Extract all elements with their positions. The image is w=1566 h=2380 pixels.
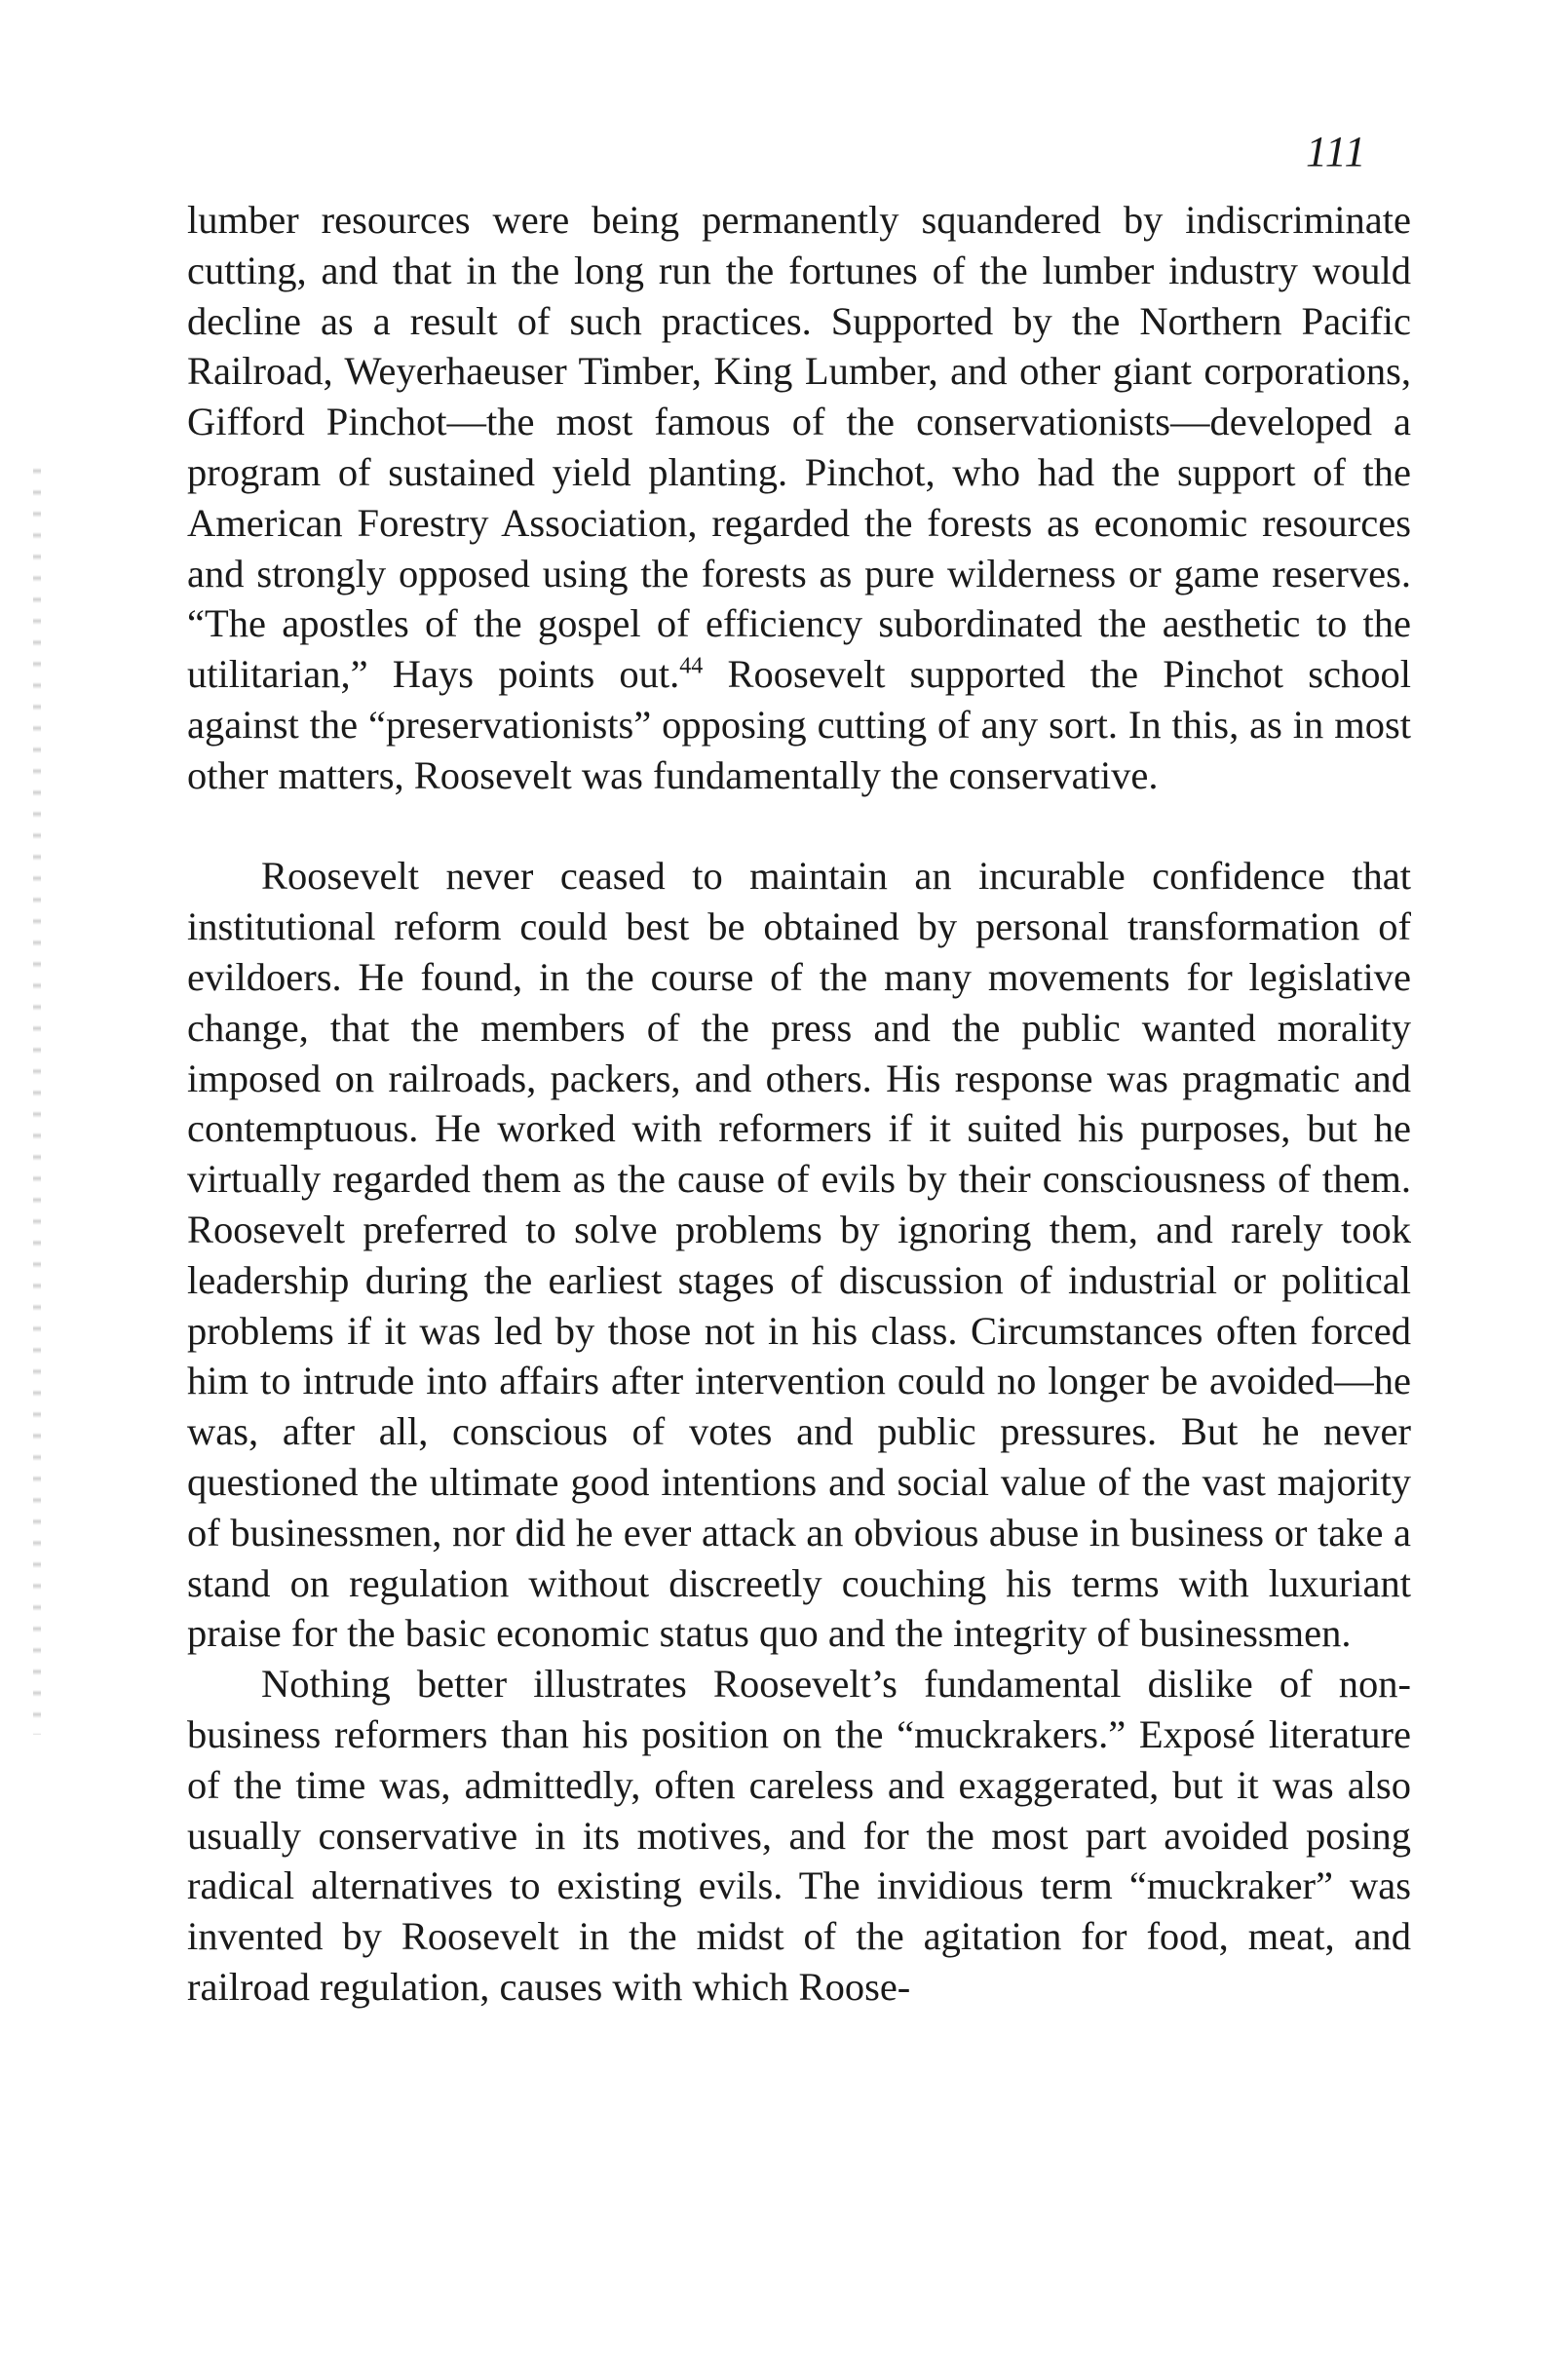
paragraph-continued bbox=[187, 195, 1411, 801]
paragraph: Nothing better illustrates Roosevelt’s fundamental dislike of nonbusiness reformers than his position on the “muckrakers.” Exposé literature of the time was, admittedly, often careless and exaggerated, but it was also usually conservative in its motives, and for the most part avoided posing radical alternatives to existing evils. The invidious term “muckraker” was invented by Roosevelt in the midst of the agitation for food, meat, and railroad regulation, causes with which Roose- bbox=[187, 1662, 1411, 2009]
footnote-reference: 44 bbox=[679, 653, 704, 679]
paragraph-text: lumber resources were being permanently squandered by indiscriminate cutting, and that in the long run the fortunes of the lumber industry would decline as a result of such practices. Supported by the Northern Pacific Railroad, Weyerhaeuser Timber, King Lumber, and other giant corporations, Gifford Pinchot—the most famous of the conservationists—developed a program of sustained yield planting. Pinchot, who had the support of the American Forestry Association, regarded the forests as economic resources and strongly opposed using the forests as pure wilderness or game reserves. “The apostles of the gospel of efficiency subordinated the aesthetic to the utilitarian,” Hays points out. bbox=[187, 198, 1411, 697]
page-number: 111 bbox=[1306, 128, 1367, 175]
body-text bbox=[187, 195, 1411, 2013]
scan-binding-shadow bbox=[33, 468, 41, 1735]
paragraph-text: Roosevelt supported the Pinchot school against the “preservationists” opposing cutting of any sort. In this, as in most other matters, Roosevelt was fundamentally the conservative. bbox=[187, 652, 1411, 797]
paragraph: Roosevelt never ceased to maintain an incurable confidence that institutional reform could best be obtained by personal transformation of evildoers. He found, in the course of the many movements for legislative change, that the members of the press and the public wanted morality imposed on railroads, packers, and others. His response was pragmatic and contemptuous. He worked with reformers if it suited his purposes, but he virtually regarded them as the cause of evils by their consciousness of them. Roosevelt preferred to solve problems by ignoring them, and rarely took leadership during the earliest stages of discussion of industrial or political problems if it was led by those not in his class. Circumstances often forced him to intrude into affairs after intervention could no longer be avoided—he was, after all, conscious of votes and public pressures. But he never questioned the ultimate good intentions and social value of the vast majority of businessmen, nor did he ever attack an obvious abuse in business or take a stand on regulation without discreetly couching his terms with luxuriant praise for the basic economic status quo and the integrity of businessmen. bbox=[187, 854, 1411, 1656]
